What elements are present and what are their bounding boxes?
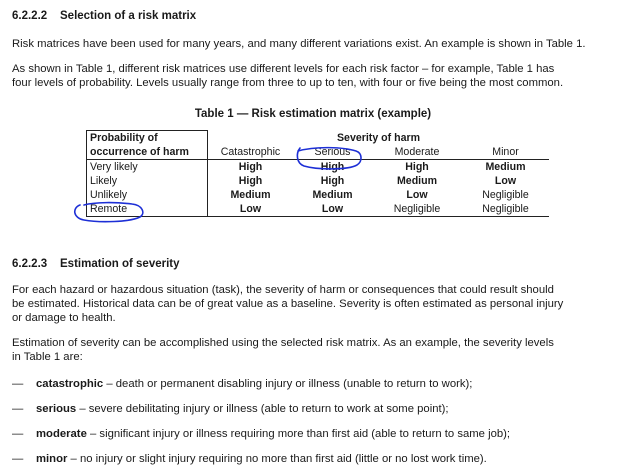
table-cell: High xyxy=(238,161,263,173)
table-cell: Negligible xyxy=(462,202,549,217)
table-cell: Low xyxy=(208,202,294,217)
table-cell: Medium xyxy=(396,175,438,187)
section-number: 6.2.2.3 xyxy=(12,258,48,270)
list-term: moderate xyxy=(36,428,87,440)
list-term: minor xyxy=(36,453,68,465)
list-dash: — xyxy=(12,403,24,415)
paragraph-table-levels-1: As shown in Table 1, different risk matrices use different levels for each risk factor – for example, Table 1 has xyxy=(12,63,555,75)
table-cell: High xyxy=(405,161,429,173)
paragraph-severity-1: For each hazard or hazardous situation (task), the severity of harm or consequences that could result should xyxy=(12,284,554,296)
list-dash: — xyxy=(12,378,24,390)
table-cell: Low xyxy=(494,175,517,187)
section-number: 6.2.2.2 xyxy=(12,10,48,22)
list-text: – significant injury or illness requiring more than first aid (able to return to same job); xyxy=(86,428,511,440)
row-label: Very likely xyxy=(87,160,208,175)
table-caption: Table 1 — Risk estimation matrix (example) xyxy=(194,108,432,120)
list-text: – no injury or slight injury requiring no more than first aid (little or no lost work time). xyxy=(67,453,487,465)
list-term: catastrophic xyxy=(36,378,104,390)
table-row xyxy=(87,188,550,202)
probability-header: Probability of xyxy=(87,131,208,146)
column-header: Catastrophic xyxy=(208,145,294,160)
table-header-row-1 xyxy=(87,131,550,146)
table-cell: High xyxy=(320,175,345,187)
list-dash: — xyxy=(12,428,24,440)
severity-header: Severity of harm xyxy=(336,131,421,144)
list-term: serious xyxy=(36,403,77,415)
section-title: Estimation of severity xyxy=(60,258,180,270)
column-header: Moderate xyxy=(372,145,462,160)
row-label: Remote xyxy=(87,202,208,217)
table-cell: High xyxy=(238,175,263,187)
table-cell: Negligible xyxy=(482,189,529,201)
table-row xyxy=(87,160,550,175)
paragraph-severity-2: be estimated. Historical data can be of great value as a baseline. Severity is often estimated as personal injury xyxy=(12,298,564,310)
row-label: Likely xyxy=(87,174,208,188)
list-text: – severe debilitating injury or illness (able to return to work at some point); xyxy=(76,403,449,415)
list-item xyxy=(12,427,510,441)
paragraph-risk-matrices: Risk matrices have been used for many years, and many different variations exist. An example is shown in Table 1. xyxy=(12,38,586,50)
paragraph-table-levels-2: four levels of probability. Levels usually range from three to up to ten, with four or five being the most common. xyxy=(12,77,564,89)
table-row xyxy=(87,202,550,217)
section-title: Selection of a risk matrix xyxy=(60,10,197,22)
table-header-row-2 xyxy=(87,145,550,160)
list-text: – death or permanent disabling injury or illness (unable to return to work); xyxy=(103,378,473,390)
table-row xyxy=(87,174,550,188)
table-cell: Low xyxy=(406,189,428,201)
table-cell: Negligible xyxy=(372,202,462,217)
list-item xyxy=(12,402,449,416)
risk-estimation-table xyxy=(86,130,549,217)
paragraph-estimation-1: Estimation of severity can be accomplished using the selected risk matrix. As an example, the severity levels xyxy=(12,337,554,349)
table-cell: Medium xyxy=(485,161,526,173)
table-cell: Medium xyxy=(312,189,353,201)
row-label: Unlikely xyxy=(87,188,208,202)
table-cell: Medium xyxy=(230,189,271,201)
probability-header-line2: occurrence of harm xyxy=(87,145,208,160)
list-item xyxy=(12,377,472,391)
list-dash: — xyxy=(12,453,24,465)
paragraph-severity-3: or damage to health. xyxy=(12,312,116,324)
column-header: Minor xyxy=(462,145,549,160)
table-cell: Low xyxy=(293,202,372,217)
paragraph-estimation-2: in Table 1 are: xyxy=(12,351,83,363)
table-cell: High xyxy=(320,161,345,173)
section-heading-6-2-2-3 xyxy=(12,258,180,270)
list-item xyxy=(12,452,487,466)
section-heading-6-2-2-2 xyxy=(12,10,196,22)
column-header: Serious xyxy=(293,145,372,160)
